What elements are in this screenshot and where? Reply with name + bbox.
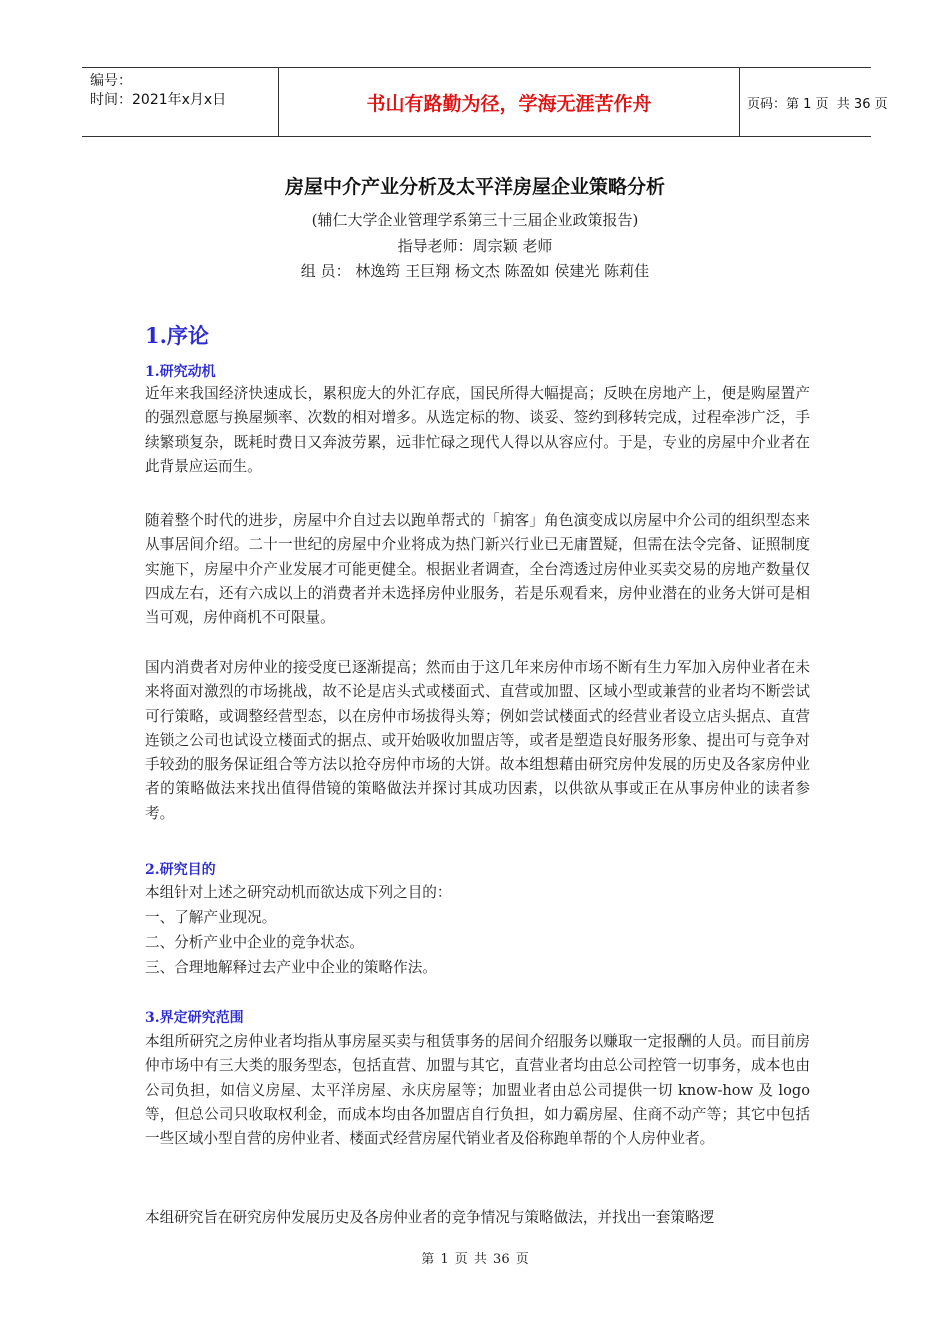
subsection-heading-purpose: 2.研究目的 <box>145 862 216 878</box>
doc-title: 房屋中介产业分析及太平洋房屋企业策略分析 <box>284 176 665 198</box>
motto: 书山有路勤为径，学海无涯苦作舟 <box>278 68 740 136</box>
purpose-item-1: 一、了解产业现况。 <box>145 909 277 926</box>
paragraph-motivation-3: 国内消费者对房仲业的接受度已逐渐提高；然而由于这几年来房仲市场不断有生力军加入房仲业者在未来将面对激烈的市场挑战，故不论是店头式或楼面式、直营或加盟、区域小型或兼营的业者均不断尝试可行策略，或调整经营型态，以在房仲市场拔得头筹；例如尝试楼面式的经营业者设立店头据点、直营连锁之公司也试设立楼面式的据点、或开始吸收加盟店等，或者是塑造良好服务形象、提出可与竞争对手较劲的服务保证组合等方法以抢夺房仲市场的大饼。故本组想藉由研究房仲发展的历史及各家房仲业者的策略做法来找出值得借镜的策略做法并探讨其成功因素，以供欲从事或正在从事房仲业的读者参考。 <box>145 659 810 822</box>
purpose-intro: 本组针对上述之研究动机而欲达成下列之目的： <box>145 884 452 901</box>
subsection-heading-scope: 3.界定研究范围 <box>145 1010 244 1026</box>
paragraph-scope-2: 本组研究旨在研究房仲发展历史及各房仲业者的竞争情况与策略做法，并找出一套策略逻 <box>145 1209 715 1226</box>
section-heading: 1.序论 <box>145 323 209 348</box>
header-table <box>82 67 888 137</box>
page-info: 页码：第 1 页 共 36 页 <box>747 96 888 112</box>
doc-subtitle: (辅仁大学企业管理学系第三十三届企业政策报告) <box>311 211 639 229</box>
paragraph-scope-1: 本组所研究之房仲业者均指从事房屋买卖与租赁事务的居间介绍服务以赚取一定报酬的人员。而目前房仲市场中有三大类的服务型态，包括直营、加盟与其它，直营业者均由总公司控管一切事务，成本也由公司负担，如信义房屋、太平洋房屋、永庆房屋等；加盟业者由总公司提供一切 know-how 及 logo 等，但总公司只收取权利金，而成本均由各加盟店自行负担，如力霸房屋、住商不动产等；其它中包括一些区域小型自营的房仲业者、楼面式经营房屋代销业者及俗称跑单帮的个人房仲业者。 <box>145 1033 810 1148</box>
doc-advisor: 指导老师：周宗颖 老师 <box>397 237 553 255</box>
purpose-item-3: 三、合理地解释过去产业中企业的策略作法。 <box>145 959 437 976</box>
time-label: 时间：2021年x月x日 <box>90 92 227 108</box>
paragraph-motivation-2: 随着整个时代的进步，房屋中介自过去以跑单帮式的「掮客」角色演变成以房屋中介公司的组织型态来从事居间介绍。二十一世纪的房屋中介业将成为热门新兴行业已无庸置疑，但需在法令完备、证照制度实施下，房屋中介产业发展才可能更健全。根据业者调查，全台湾透过房仲业买卖交易的房地产数量仅四成左右，还有六成以上的消费者并未选择房仲业服务，若是乐观看来，房仲业潜在的业务大饼可是相当可观，房仲商机不可限量。 <box>145 512 810 627</box>
header-left-cell <box>82 68 278 136</box>
purpose-item-2: 二、分析产业中企业的竞争状态。 <box>145 934 364 951</box>
paragraph-motivation-1: 近年来我国经济快速成长，累积庞大的外汇存底，国民所得大幅提高；反映在房地产上，便是购屋置产的强烈意愿与换屋频率、次数的相对增多。从选定标的物、谈妥、签约到移转完成，过程牵涉广泛，手续繁琐复杂，既耗时费日又奔波劳累，远非忙碌之现代人得以从容应付。于是，专业的房屋中介业者在此背景应运而生。 <box>145 385 810 475</box>
page-footer: 第 1 页 共 36 页 <box>421 1252 529 1267</box>
header-page-info-cell <box>738 68 888 136</box>
doc-members: 组 员： 林逸筠 王巨翔 杨文杰 陈盈如 侯建光 陈莉佳 <box>300 262 650 280</box>
number-label: 编号： <box>90 73 132 89</box>
subsection-heading-motivation: 1.研究动机 <box>145 364 216 380</box>
